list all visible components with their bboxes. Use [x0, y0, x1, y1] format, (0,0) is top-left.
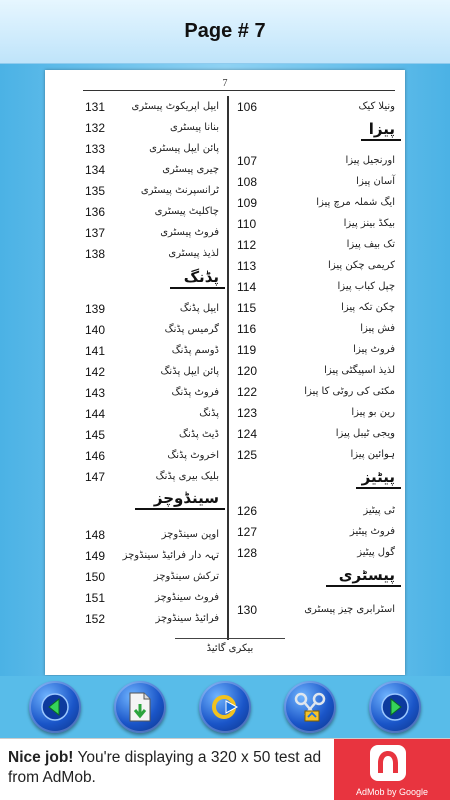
- recipe-name: ڈیٹ پڈنگ: [179, 429, 219, 440]
- title-bar: [0, 0, 450, 64]
- page-ref-number: 108: [237, 174, 258, 189]
- recipe-name: بنانا پیسٹری: [170, 122, 219, 133]
- list-item: [45, 403, 225, 424]
- list-item: [45, 587, 225, 608]
- list-item: [45, 545, 225, 566]
- section-heading: [135, 489, 225, 510]
- recipe-name: ٹرانسپرنٹ پیسٹری: [140, 185, 219, 196]
- admob-icon: [370, 745, 406, 781]
- recipe-name: چپل کباب پیزا: [337, 281, 395, 292]
- list-item: [231, 213, 401, 234]
- recipe-name: فروٹ پیٹیز: [349, 526, 395, 537]
- list-item: [45, 382, 225, 403]
- page-viewer[interactable]: [0, 64, 450, 676]
- footer-rule: [175, 638, 285, 639]
- list-item: [45, 138, 225, 159]
- page-ref-number: 147: [85, 469, 106, 484]
- page-ref-number: 112: [237, 237, 257, 252]
- list-item: [45, 524, 225, 545]
- ad-body: You're displaying a 320 x 50 test ad from AdMob.: [8, 749, 322, 786]
- page-ref-number: 138: [85, 246, 106, 261]
- navigation-bar: [0, 676, 450, 738]
- list-item: [231, 276, 401, 297]
- list-item: [231, 150, 401, 171]
- recipe-name: فروٹ پیزا: [353, 344, 395, 355]
- recipe-name: اسٹرابری چیز پیسٹری: [304, 604, 395, 615]
- list-item: [45, 222, 225, 243]
- list-item: [231, 500, 401, 521]
- section-heading-text: پیسٹری: [338, 566, 395, 584]
- list-item: [231, 599, 401, 620]
- page-ref-number: 149: [85, 548, 106, 563]
- page-ref-number: 107: [237, 153, 258, 168]
- recipe-name: کریمی چکن پیزا: [328, 260, 395, 271]
- recipe-name: تہہ دار فرائیڈ سینڈوچز: [122, 550, 219, 561]
- section-heading: [356, 468, 401, 489]
- list-item: [231, 542, 401, 563]
- page-ref-number: 123: [237, 405, 258, 420]
- arrow-right-icon: [380, 692, 410, 722]
- recipe-name: تک بیف پیزا: [346, 239, 395, 250]
- section-heading: [170, 268, 225, 289]
- recipe-name: ایگ شملہ مرچ پیزا: [316, 197, 395, 208]
- page-ref-number: 110: [237, 216, 257, 231]
- page-ref-number: 135: [85, 183, 106, 198]
- crop-page-button[interactable]: [284, 681, 336, 733]
- recipe-name: گرمیس پڈنگ: [164, 324, 219, 335]
- recipe-name: فروٹ پیسٹری: [160, 227, 219, 238]
- recipe-name: اخروٹ پڈنگ: [167, 450, 219, 461]
- list-item: [231, 192, 401, 213]
- recipe-name: فروٹ پڈنگ: [171, 387, 219, 398]
- heading-underline: [326, 585, 401, 587]
- document-download-icon: [125, 691, 155, 723]
- ad-text: [8, 748, 328, 788]
- recipe-name: ترکش سینڈوچز: [153, 571, 219, 582]
- recipe-name: بلیک بیری پڈنگ: [155, 471, 219, 482]
- list-item: [45, 96, 225, 117]
- recipe-name: ونیلا کیک: [358, 101, 395, 112]
- page-ref-number: 115: [237, 300, 257, 315]
- recipe-name: فرائیڈ سینڈوچز: [155, 613, 219, 624]
- recipe-name: رین بو پیزا: [351, 407, 395, 418]
- list-item: [231, 339, 401, 360]
- heading-underline: [356, 487, 401, 489]
- top-rule: [83, 90, 395, 91]
- page-ref-number: 134: [85, 162, 106, 177]
- recipe-name: ٹی پیٹیز: [363, 505, 395, 516]
- page-ref-number: 125: [237, 447, 258, 462]
- page-ref-number: 126: [237, 503, 258, 518]
- section-heading-text: پیزا: [368, 120, 395, 138]
- list-item: [231, 255, 401, 276]
- list-item: [45, 319, 225, 340]
- page-ref-number: 130: [237, 602, 258, 617]
- page-ref-number: 132: [85, 120, 106, 135]
- refresh-arrow-icon: [209, 692, 241, 722]
- list-item: [45, 466, 225, 487]
- column-divider: [227, 96, 229, 640]
- page-ref-number: 150: [85, 569, 106, 584]
- list-item: [231, 234, 401, 255]
- page-ref-number: 113: [237, 258, 257, 273]
- goto-page-button[interactable]: [199, 681, 251, 733]
- save-page-button[interactable]: [114, 681, 166, 733]
- page-ref-number: 143: [85, 385, 106, 400]
- recipe-name: مکئی کی روٹی کا پیزا: [304, 386, 395, 397]
- arrow-left-icon: [40, 692, 70, 722]
- page-ref-number: 128: [237, 545, 258, 560]
- list-item: [231, 171, 401, 192]
- admob-logo[interactable]: [334, 739, 450, 800]
- list-item: [231, 297, 401, 318]
- page-ref-number: 151: [85, 590, 106, 605]
- recipe-name: چیری پیسٹری: [162, 164, 219, 175]
- list-item: [45, 180, 225, 201]
- page-title: Page # 7: [184, 20, 266, 42]
- page-ref-number: 144: [85, 406, 106, 421]
- recipe-name: آسان پیزا: [356, 176, 395, 187]
- recipe-name: چاکلیٹ پیسٹری: [154, 206, 219, 217]
- recipe-name: بیکڈ بینز پیزا: [343, 218, 395, 229]
- ad-brand: AdMob by Google: [355, 787, 429, 797]
- list-item: [45, 298, 225, 319]
- page-ref-number: 142: [85, 364, 106, 379]
- ad-banner[interactable]: [0, 738, 450, 800]
- page-ref-number: 146: [85, 448, 106, 463]
- page-ref-number: 127: [237, 524, 258, 539]
- recipe-name: ڈوسم پڈنگ: [171, 345, 219, 356]
- section-heading-text: سینڈوچز: [153, 489, 219, 507]
- page-ref-number: 152: [85, 611, 106, 626]
- list-item: [45, 201, 225, 222]
- page-ref-number: 120: [237, 363, 258, 378]
- list-item: [231, 96, 401, 117]
- page-ref-number: 136: [85, 204, 106, 219]
- page-ref-number: 145: [85, 427, 106, 442]
- recipe-name: لذیذ پیسٹری: [168, 248, 219, 259]
- list-item: [45, 566, 225, 587]
- page-footer: بیکری گائیڈ: [206, 643, 254, 654]
- section-heading: [326, 566, 401, 587]
- recipe-name: فروٹ سینڈوچز: [155, 592, 219, 603]
- recipe-name: پائن ایپل پڈنگ: [160, 366, 219, 377]
- section-heading-text: پیٹیز: [361, 468, 395, 486]
- list-item: [231, 360, 401, 381]
- page-ref-number: 119: [237, 342, 257, 357]
- recipe-name: ایپل اپریکوٹ پیسٹری: [131, 101, 219, 112]
- section-heading-text: پڈنگ: [183, 268, 219, 286]
- recipe-name: ویجی ٹیبل پیزا: [335, 428, 395, 439]
- heading-underline: [135, 508, 225, 510]
- scissors-icon: [293, 691, 327, 723]
- page-number: 7: [222, 78, 228, 89]
- section-heading: [361, 120, 401, 141]
- page-ref-number: 131: [85, 99, 106, 114]
- recipe-name: اوپن سینڈوچز: [161, 529, 219, 540]
- page-ref-number: 114: [237, 279, 257, 294]
- previous-page-button[interactable]: [29, 681, 81, 733]
- list-item: [231, 318, 401, 339]
- list-item: [45, 117, 225, 138]
- next-page-button[interactable]: [369, 681, 421, 733]
- list-item: [231, 423, 401, 444]
- list-item: [45, 361, 225, 382]
- recipe-name: لذیذ اسپیگٹی پیزا: [324, 365, 395, 376]
- page-ref-number: 106: [237, 99, 258, 114]
- page-ref-number: 133: [85, 141, 106, 156]
- page-ref-number: 141: [85, 343, 106, 358]
- page-ref-number: 124: [237, 426, 258, 441]
- recipe-name: ہوائین پیزا: [350, 449, 395, 460]
- recipe-name: پڈنگ: [199, 408, 219, 419]
- list-item: [45, 340, 225, 361]
- list-item: [231, 402, 401, 423]
- list-item: [45, 445, 225, 466]
- recipe-name: پائن ایپل پیسٹری: [149, 143, 219, 154]
- list-item: [45, 243, 225, 264]
- page-ref-number: 116: [237, 321, 257, 336]
- page-ref-number: 109: [237, 195, 258, 210]
- page-ref-number: 148: [85, 527, 106, 542]
- page-ref-number: 140: [85, 322, 106, 337]
- recipe-name: چکن تکہ پیزا: [341, 302, 395, 313]
- recipe-name: فش پیزا: [360, 323, 395, 334]
- list-item: [45, 159, 225, 180]
- recipe-name: ایپل پڈنگ: [179, 303, 219, 314]
- list-item: [231, 381, 401, 402]
- ad-headline: Nice job!: [8, 749, 74, 766]
- heading-underline: [170, 287, 225, 289]
- list-item: [45, 424, 225, 445]
- heading-underline: [361, 139, 401, 141]
- list-item: [231, 444, 401, 465]
- list-item: [231, 521, 401, 542]
- page-ref-number: 122: [237, 384, 258, 399]
- recipe-name: اورنجیل پیزا: [345, 155, 395, 166]
- recipe-name: گول پیٹیز: [357, 547, 395, 558]
- list-item: [45, 608, 225, 629]
- page-ref-number: 137: [85, 225, 106, 240]
- book-page[interactable]: [45, 70, 405, 675]
- page-ref-number: 139: [85, 301, 106, 316]
